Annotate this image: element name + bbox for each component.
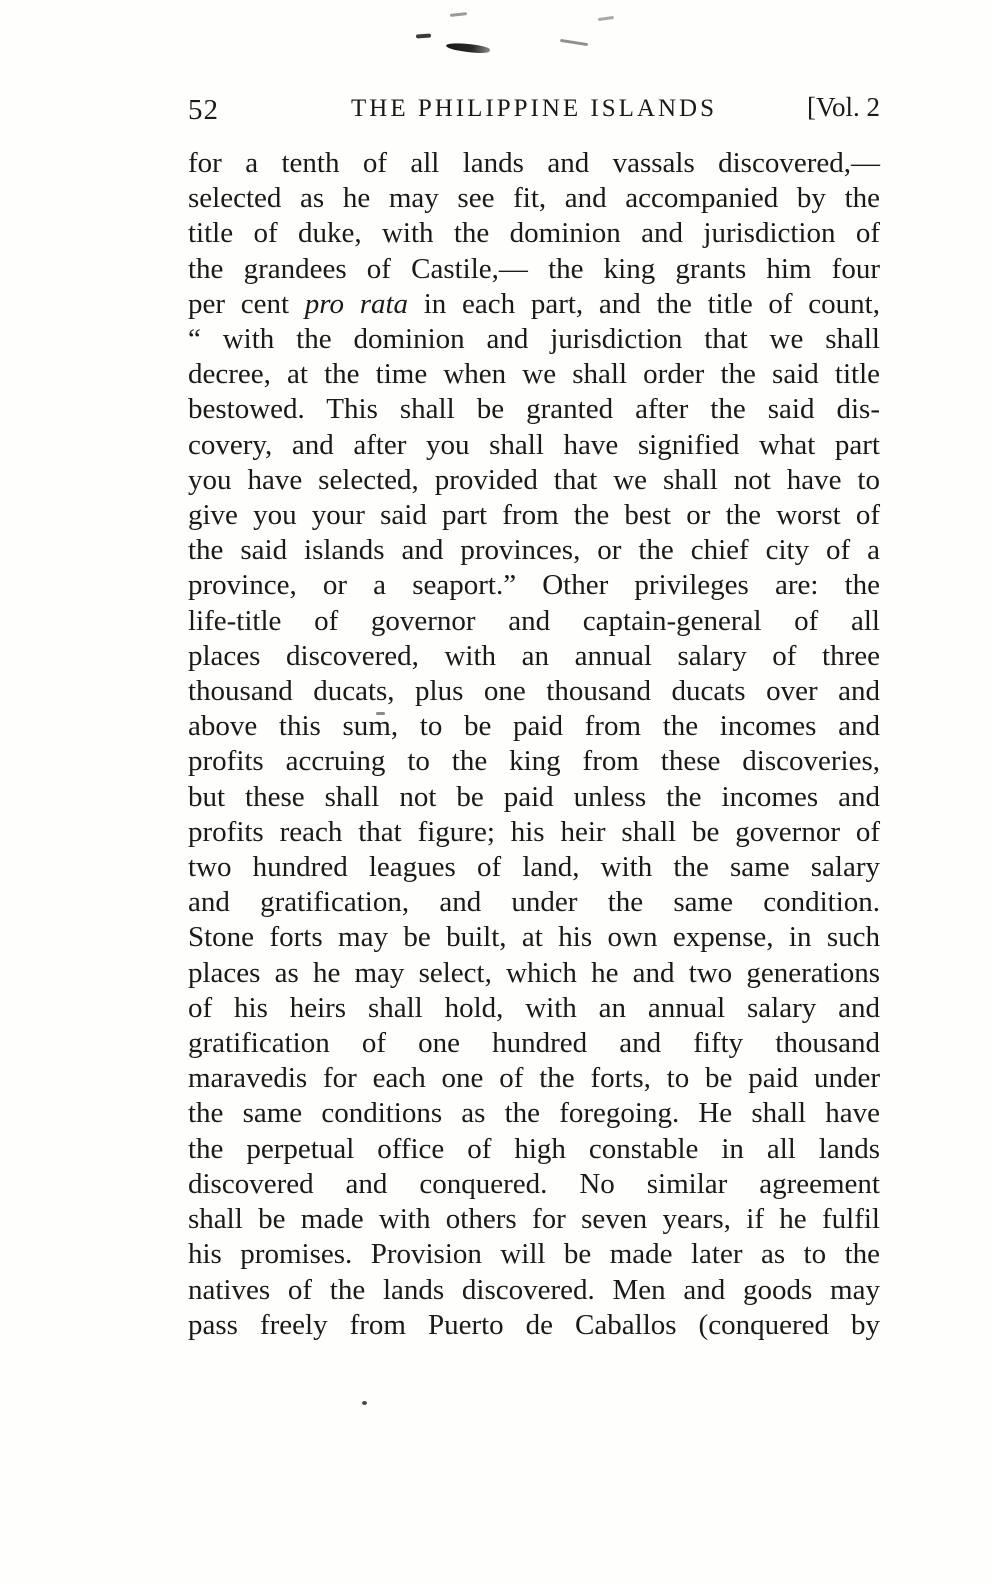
text-line: two hundred leagues of land, with the same salary [188, 851, 880, 884]
text-line: give you your said part from the best or the worst of [188, 499, 880, 532]
text-line: Stone forts may be built, at his own expense, in such [188, 921, 880, 954]
text-line: province, or a seaport.” Other privileges are: the [188, 569, 880, 602]
text-line: gratification of one hundred and fifty thousand [188, 1027, 880, 1060]
ink-smudge [560, 39, 588, 46]
text-line: “ with the dominion and jurisdiction that we shall [188, 323, 880, 356]
volume-label: [Vol. 2 [806, 92, 880, 122]
ink-smudge [450, 12, 467, 17]
text-line: the said islands and provinces, or the chief city of a [188, 534, 880, 567]
text-line: the same conditions as the foregoing. He shall have [188, 1097, 880, 1130]
text-line: title of duke, with the dominion and jurisdiction of [188, 217, 880, 250]
text-line: places discovered, with an annual salary of three [188, 639, 880, 672]
text-line: of his heirs shall hold, with an annual salary and [188, 991, 880, 1024]
text-line: natives of the lands discovered. Men and goods may [188, 1273, 880, 1306]
ink-smudge [598, 16, 614, 21]
page-number: 52 [188, 94, 219, 126]
text-line: per cent pro rata in each part, and the title of count, [188, 287, 880, 320]
text-line: places as he may select, which he and two generations [188, 956, 880, 989]
body-text [188, 146, 880, 1343]
page-header [188, 92, 880, 126]
text-line: pass freely from Puerto de Caballos (conquered by [188, 1308, 880, 1341]
ink-smudge [362, 1401, 367, 1405]
text-line: bestowed. This shall be granted after the said dis- [188, 393, 880, 426]
text-line: discovered and conquered. No similar agreement [188, 1167, 880, 1200]
text-line: decree, at the time when we shall order the said title [188, 358, 880, 391]
text-line: for a tenth of all lands and vassals discovered,— [188, 147, 880, 179]
text-line: above this sum, to be paid from the incomes and [188, 710, 880, 743]
text-line: selected as he may see fit, and accompanied by the [188, 182, 880, 215]
text-line: his promises. Provision will be made later as to the [188, 1238, 880, 1271]
running-title: THE PHILIPPINE ISLANDS [351, 95, 717, 122]
text-line: maravedis for each one of the forts, to be paid under [188, 1062, 880, 1095]
text-line: and gratification, and under the same condition. [188, 886, 880, 919]
text-line: life-title of governor and captain-general of all [188, 604, 880, 637]
text-line: covery, and after you shall have signified what part [188, 428, 880, 461]
text-line: thousand ducats, plus one thousand ducats over and [188, 675, 880, 708]
text-line: you have selected, provided that we shall not have to [188, 463, 880, 496]
ink-smudge [446, 41, 491, 54]
text-line: the perpetual office of high constable in all lands [188, 1132, 880, 1165]
text-line: but these shall not be paid unless the incomes and [188, 780, 880, 813]
text-line: the grandees of Castile,— the king grants him four [188, 252, 880, 285]
text-line: shall be made with others for seven years, if he fulfil [188, 1203, 880, 1236]
text-line: profits accruing to the king from these discoveries, [188, 745, 880, 778]
text-line: profits reach that figure; his heir shall be governor of [188, 815, 880, 848]
ink-smudge [416, 33, 431, 38]
